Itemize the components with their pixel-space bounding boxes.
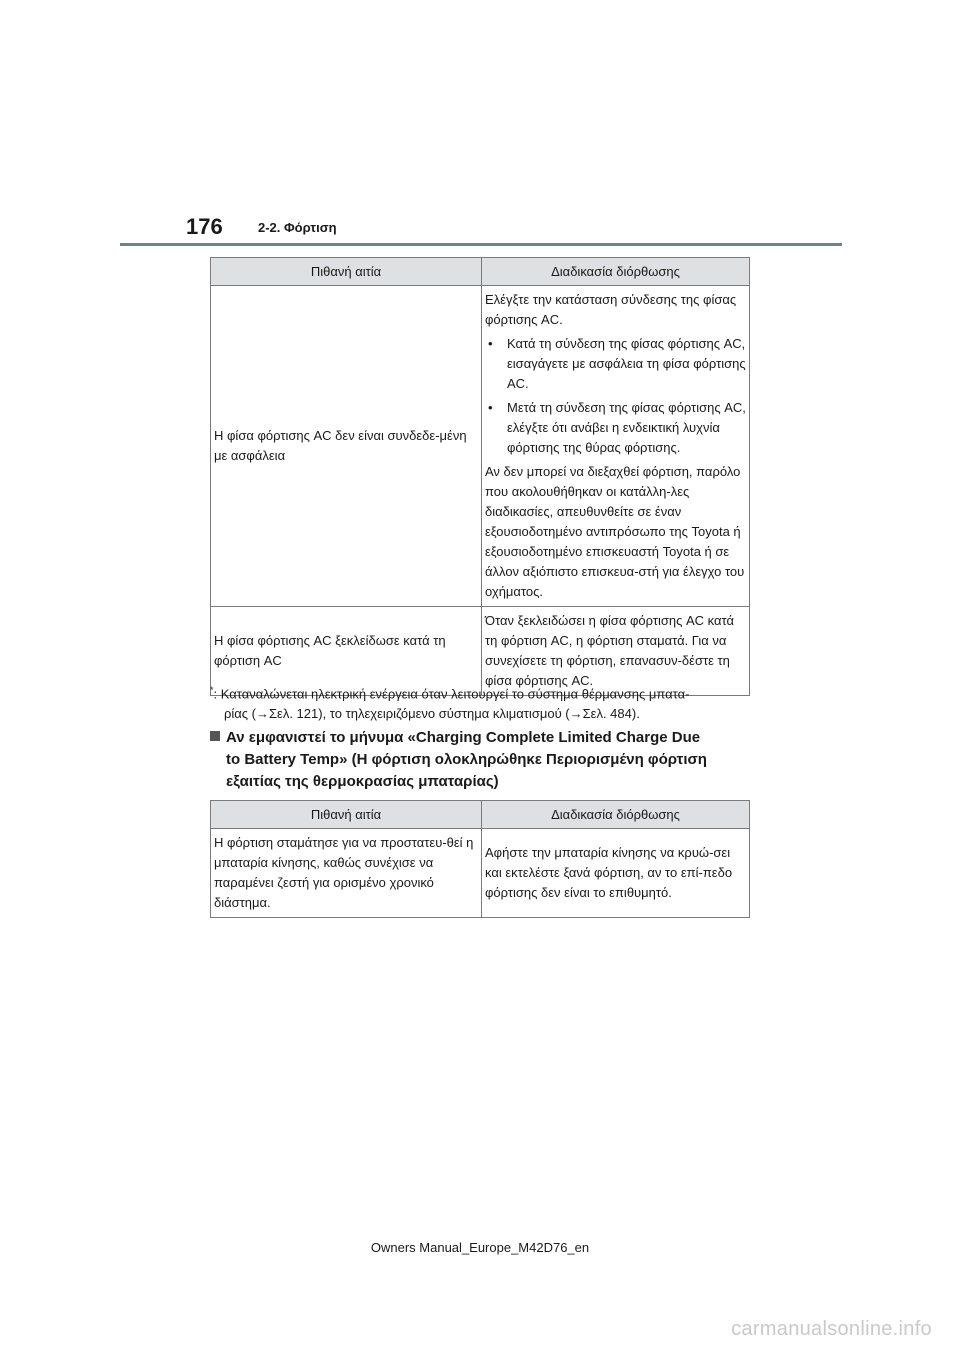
- bullet-mark: •: [488, 400, 493, 415]
- footnote-marker: *: [210, 685, 214, 695]
- subheading-text: Αν εμφανιστεί το μήνυμα «Charging Complete Limited Charge Due: [226, 729, 701, 746]
- table-row: [211, 829, 750, 918]
- table-header-row: [211, 801, 750, 829]
- footnote-line: ρίας (→Σελ. 121), το τηλεχειριζόμενο σύστημα κλιματισμού (→Σελ. 484).: [224, 706, 640, 722]
- cause-cell: Η φίσα φόρτισης AC δεν είναι συνδεδε-μένη με ασφάλεια: [211, 286, 482, 607]
- square-bullet-icon: [210, 731, 220, 741]
- troubleshooting-table-temperature: [210, 800, 750, 918]
- column-header-cause: Πιθανή αιτία: [211, 258, 482, 286]
- fix-bullet-text: Κατά τη σύνδεση της φίσας φόρτισης AC, εισαγάγετε με ασφάλεια τη φίσα φόρτισης AC.: [507, 336, 746, 391]
- table-header-row: [211, 258, 750, 286]
- fix-cell: Όταν ξεκλειδώσει η φίσα φόρτισης AC κατά τη φόρτιση AC, η φόρτιση σταματά. Για να συνεχίσετε τη φόρτιση, επανασυν-δέστε τη φίσα φόρτισης AC.: [482, 607, 750, 696]
- fix-bullet: [485, 334, 746, 394]
- column-header-fix: Διαδικασία διόρθωσης: [482, 258, 750, 286]
- cause-cell: Η φόρτιση σταμάτησε για να προστατευ-θεί η μπαταρία κίνησης, καθώς συνέχισε να παραμένει ζεστή για ορισμένο χρονικό διάστημα.: [211, 829, 482, 918]
- section-title: 2-2. Φόρτιση: [258, 220, 337, 235]
- fix-intro: Ελέγξτε την κατάσταση σύνδεσης της φίσας φόρτισης AC.: [485, 292, 737, 327]
- column-header-cause: Πιθανή αιτία: [211, 801, 482, 829]
- bullet-mark: •: [488, 336, 493, 351]
- fix-bullet: [485, 398, 746, 458]
- footnote-text: : Καταναλώνεται ηλεκτρική ενέργεια όταν λειτουργεί το σύστημα θέρμανσης μπατα-: [213, 686, 690, 702]
- watermark: carmanualsonline.info: [731, 1318, 932, 1340]
- subheading-line: [210, 727, 755, 749]
- fix-bullet-text: Μετά τη σύνδεση της φίσας φόρτισης AC, ελέγξτε ότι ανάβει η ενδεικτική λυχνία φόρτισης της θύρας φόρτισης.: [507, 400, 746, 455]
- footnote-line: [210, 680, 755, 704]
- subheading: [210, 727, 755, 793]
- column-header-fix: Διαδικασία διόρθωσης: [482, 801, 750, 829]
- page-number: 176: [186, 214, 223, 239]
- fix-outro: Αν δεν μπορεί να διεξαχθεί φόρτιση, παρόλο που ακολουθήθηκαν οι κατάλλη-λες διαδικασίες, απευθυνθείτε σε έναν εξουσιοδοτημένο αντιπρόσωπο της Toyota ή εξουσιοδοτημένο επισκευαστή Toyota ή σε άλλον αξιόπιστο επισκευα-στή για έλεγχο του οχήματος.: [485, 464, 745, 599]
- table-row: [211, 286, 750, 607]
- subheading-line: to Battery Temp» (Η φόρτιση ολοκληρώθηκε Περιορισμένη φόρτιση: [226, 751, 707, 768]
- subheading-line: εξαιτίας της θερμοκρασίας μπαταρίας): [226, 773, 499, 790]
- cause-cell: Η φίσα φόρτισης AC ξεκλείδωσε κατά τη φόρτιση AC: [211, 607, 482, 696]
- troubleshooting-table-connection: [210, 257, 750, 696]
- fix-cell: [482, 286, 750, 607]
- manual-id: Owners Manual_Europe_M42D76_en: [370, 1240, 590, 1255]
- footnote: [210, 680, 755, 724]
- header-divider: [120, 243, 842, 246]
- fix-cell: Αφήστε την μπαταρία κίνησης να κρυώ-σει και εκτελέστε ξανά φόρτιση, αν το επί-πεδο φόρτισης δεν είναι το επιθυμητό.: [482, 829, 750, 918]
